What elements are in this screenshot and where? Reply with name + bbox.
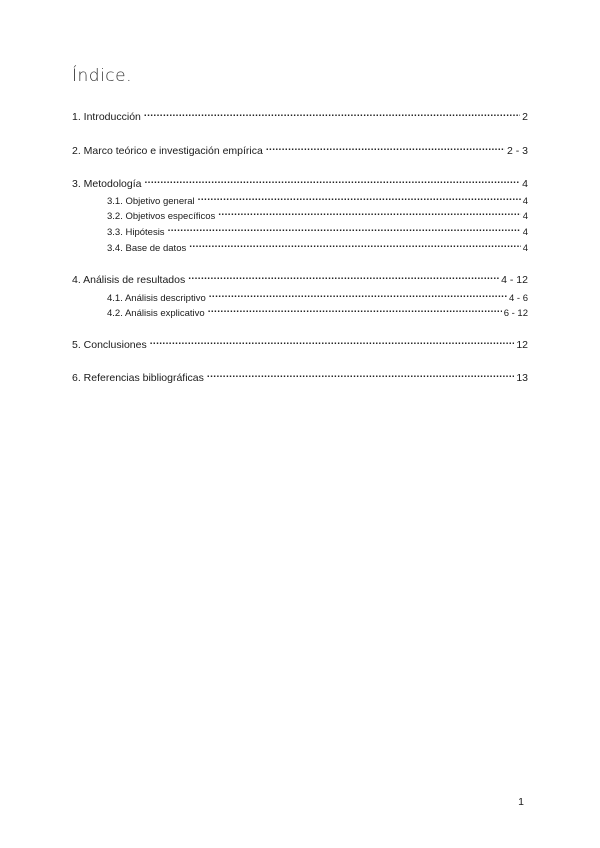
toc-entry-analisis-resultados[interactable] bbox=[72, 273, 528, 287]
toc-entry-page: 6 - 12 bbox=[503, 308, 528, 319]
toc-entry-page: 4 bbox=[522, 196, 528, 207]
toc-entry-label: 4. Análisis de resultados bbox=[72, 274, 186, 286]
toc-entry-conclusiones[interactable] bbox=[72, 338, 528, 352]
toc-entry-label: 3. Metodología bbox=[72, 178, 142, 190]
toc-entry-page: 2 bbox=[522, 111, 528, 123]
toc-leader-dots bbox=[218, 209, 520, 219]
toc-leader-dots bbox=[208, 306, 502, 316]
toc-entry-page: 13 bbox=[516, 372, 528, 384]
toc-entry-analisis-descriptivo[interactable] bbox=[107, 291, 528, 306]
toc-leader-dots bbox=[144, 110, 520, 120]
toc-entry-label: 3.4. Base de datos bbox=[107, 243, 187, 254]
toc-entry-metodologia[interactable] bbox=[72, 177, 528, 191]
toc-entry-page: 2 - 3 bbox=[506, 145, 528, 157]
toc-leader-dots bbox=[150, 338, 515, 348]
toc-entry-page: 4 bbox=[522, 211, 528, 222]
toc-entry-page: 4 - 12 bbox=[501, 274, 528, 286]
toc-entry-hipotesis[interactable] bbox=[107, 225, 528, 240]
toc-entry-label: 4.2. Análisis explicativo bbox=[107, 308, 205, 319]
toc-entry-marco-teorico[interactable] bbox=[72, 144, 528, 158]
toc-entry-label: 3.3. Hipótesis bbox=[107, 227, 165, 238]
toc-entry-label: 6. Referencias bibliográficas bbox=[72, 372, 204, 384]
toc-leader-dots bbox=[144, 177, 520, 187]
toc-entry-label: 3.2. Objetivos específicos bbox=[107, 211, 216, 222]
toc-leader-dots bbox=[207, 371, 514, 381]
toc-entry-analisis-explicativo[interactable] bbox=[107, 306, 528, 321]
toc-leader-dots bbox=[188, 273, 499, 283]
toc-entry-label: 3.1. Objetivo general bbox=[107, 196, 195, 207]
toc-entry-label: 4.1. Análisis descriptivo bbox=[107, 293, 206, 304]
page-number: 1 bbox=[518, 796, 524, 808]
toc-entry-page: 4 bbox=[522, 227, 528, 238]
toc-entry-label: 1. Introducción bbox=[72, 111, 141, 123]
page-title: Índice. bbox=[72, 66, 133, 86]
toc-leader-dots bbox=[189, 241, 520, 251]
toc-entry-introduccion[interactable] bbox=[72, 110, 528, 124]
toc-entry-page: 12 bbox=[516, 339, 528, 351]
toc-entry-label: 5. Conclusiones bbox=[72, 339, 147, 351]
toc-entry-label: 2. Marco teórico e investigación empírica bbox=[72, 145, 263, 157]
toc-leader-dots bbox=[198, 194, 521, 204]
toc-leader-dots bbox=[168, 225, 521, 235]
toc-entry-objetivo-general[interactable] bbox=[107, 194, 528, 209]
toc-entry-page: 4 - 6 bbox=[508, 293, 528, 304]
toc-entry-page: 4 bbox=[522, 178, 528, 190]
toc-entry-referencias[interactable] bbox=[72, 371, 528, 385]
toc-leader-dots bbox=[266, 144, 505, 154]
toc-entry-base-de-datos[interactable] bbox=[107, 241, 528, 256]
toc-entry-objetivos-especificos[interactable] bbox=[107, 209, 528, 224]
toc-entry-page: 4 bbox=[522, 243, 528, 254]
toc-leader-dots bbox=[209, 291, 507, 301]
